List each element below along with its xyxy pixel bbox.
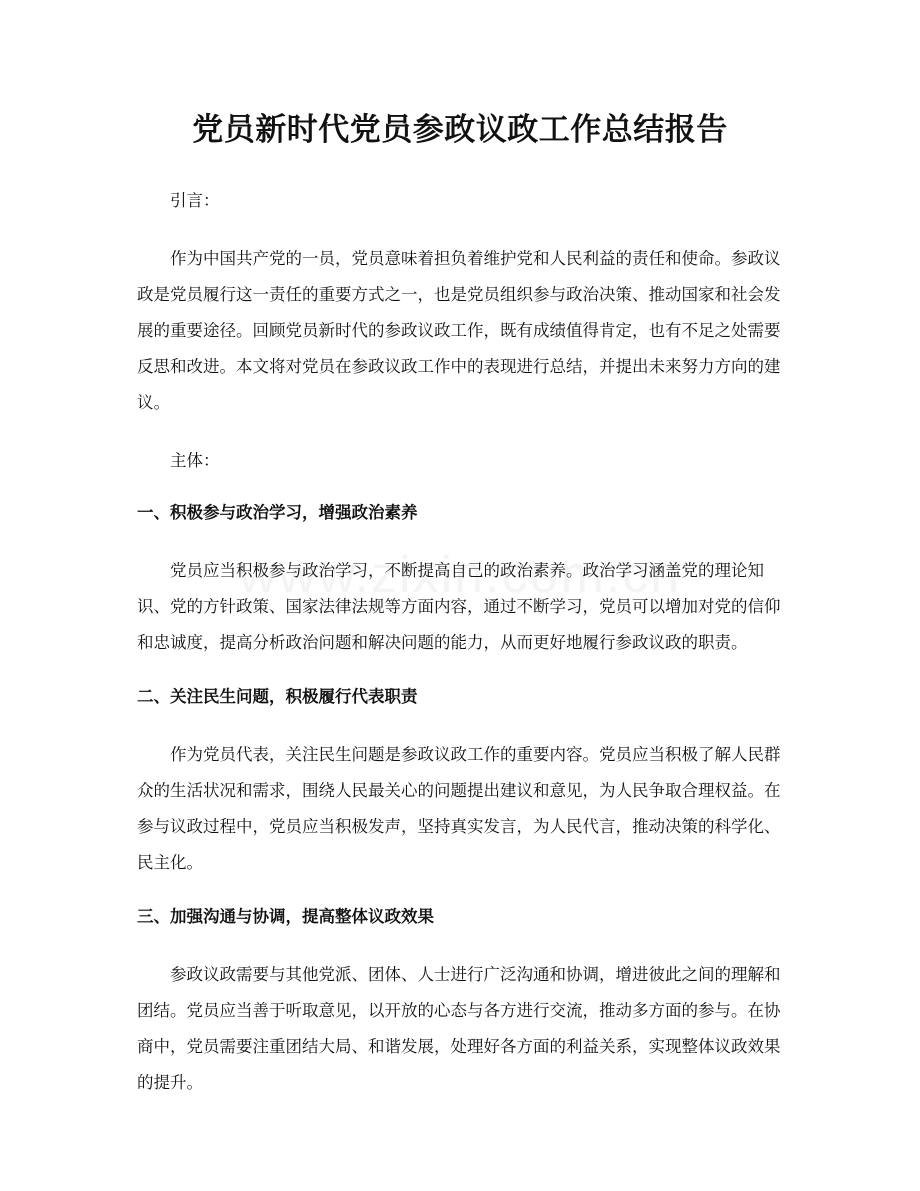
intro-label: 引言： xyxy=(170,191,220,210)
body-label: 主体： xyxy=(170,451,220,470)
section-paragraph-1: 党员应当积极参与政治学习，不断提高自己的政治素养。政治学习涵盖党的理论知识、党的方针政策、国家法律法规等方面内容，通过不断学习，党员可以增加对党的信仰和忠诚度，提高分析政治问题和解决问题的能力，从而更好地履行参政议政的职责。 xyxy=(137,561,781,652)
section-heading-1: 一、积极参与政治学习，增强政治素养 xyxy=(137,503,418,522)
section-heading-3: 三、加强沟通与协调，提高整体议政效果 xyxy=(137,907,434,926)
section-paragraph-2: 作为党员代表，关注民生问题是参政议政工作的重要内容。党员应当积极了解人民群众的生活状况和需求，围绕人民最关心的问题提出建议和意见，为人民争取合理权益。在参与议政过程中，党员应当积极发声，坚持真实发言，为人民代言，推动决策的科学化、民主化。 xyxy=(137,745,781,872)
section-heading-2: 二、关注民生问题，积极履行代表职责 xyxy=(137,687,418,706)
intro-paragraph: 作为中国共产党的一员，党员意味着担负着维护党和人民利益的责任和使命。参政议政是党员履行这一责任的重要方式之一，也是党员组织参与政治决策、推动国家和社会发展的重要途径。回顾党员新时代的参政议政工作，既有成绩值得肯定，也有不足之处需要反思和改进。本文将对党员在参政议政工作中的表现进行总结，并提出未来努力方向的建议。 xyxy=(137,249,781,412)
section-paragraph-3: 参政议政需要与其他党派、团体、人士进行广泛沟通和协调，增进彼此之间的理解和团结。党员应当善于听取意见，以开放的心态与各方进行交流，推动多方面的参与。在协商中，党员需要注重团结大局、和谐发展，处理好各方面的利益关系，实现整体议政效果的提升。 xyxy=(137,965,781,1092)
document-title: 党员新时代党员参政议政工作总结报告 xyxy=(192,112,728,148)
document-body xyxy=(137,183,789,1101)
